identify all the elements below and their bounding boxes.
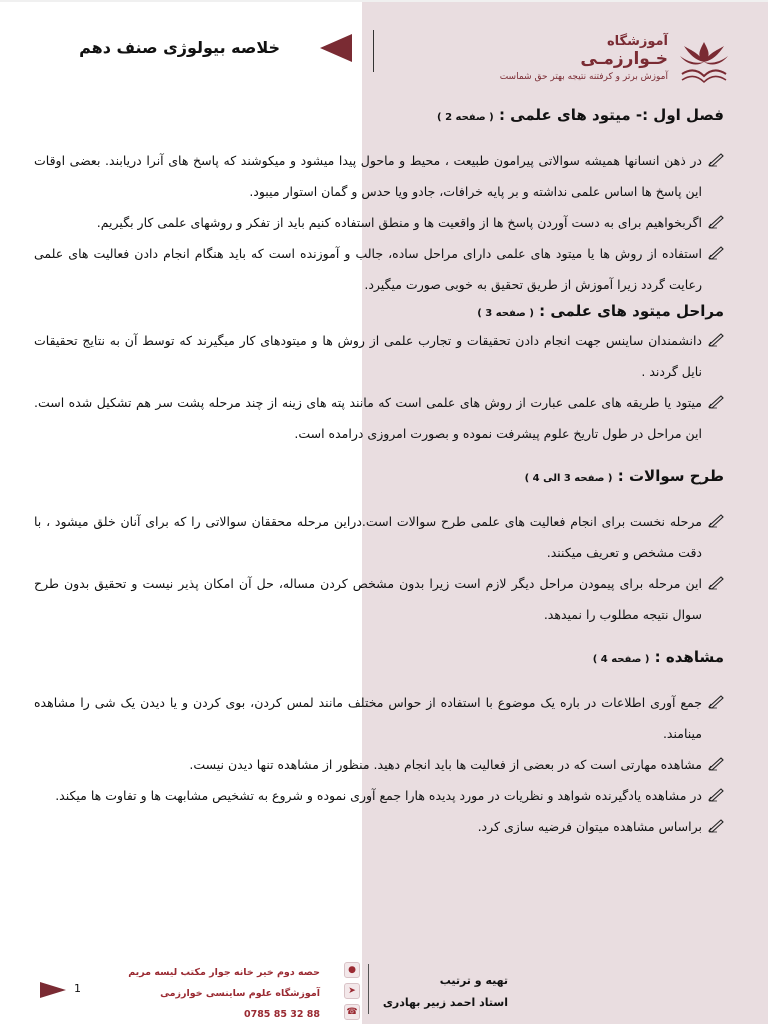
top-rule	[0, 0, 768, 2]
section-heading-text: طرح سوالات :	[617, 467, 724, 485]
bullet-paragraph: این مرحله برای پیمودن مراحل دیگر لازم است زیرا بدون مشخص کردن مساله، حل آن امکان پذیر نیست و تحقیق بدون طرح سوال نتیجه مطلوب را نمیدهد.	[34, 568, 724, 630]
section-heading	[34, 646, 724, 671]
author-name: استاد احمد زبیر بهادری	[382, 996, 508, 1009]
page-reference: ( صفحه 3 الی 4 )	[524, 473, 613, 484]
phone-icon: ☎	[344, 1004, 360, 1020]
header-divider	[373, 30, 374, 72]
document-title: خلاصه بیولوژی صنف دهم	[79, 38, 280, 57]
school-name: خـوارزمـی	[580, 49, 668, 69]
school-slogan: آموزش برتر و کرفتنه نتیجه بهتر حق شماست	[499, 72, 668, 82]
pencil-bullet-icon	[708, 788, 724, 802]
page-reference: ( صفحه 4 )	[592, 654, 650, 665]
section-heading	[34, 465, 724, 490]
footer-divider	[368, 964, 369, 1014]
bullet-paragraph: اگربخواهیم برای به دست آوردن پاسخ ها از واقعیت ها و منطق استفاده کنیم باید از تفکر و روشهای علمی کار بگیریم.	[34, 207, 724, 238]
document-body	[34, 104, 724, 842]
pencil-bullet-icon	[708, 514, 724, 528]
bullet-paragraph: دانشمندان ساینس جهت انجام دادن تحقیقات و تجارب علمی از روش ها و میتودهای کار میگیرند که توسط آن به نتایج تحقیقات نایل گردند .	[34, 325, 724, 387]
bullet-paragraph: جمع آوری اطلاعات در باره یک موضوع با استفاده از حواس مختلف مانند لمس کردن، بوی کردن و یا دیدن یک شی را مشاهده مینامند.	[34, 687, 724, 749]
pencil-bullet-icon	[708, 819, 724, 833]
footer-contact	[110, 962, 320, 1024]
bullet-paragraph: در مشاهده یادگیرنده شواهد و نظریات در مورد پدیده هارا جمع آوری نموده و شروع به تشخیص مشابهت ها و تفاوت ها میکند.	[34, 780, 724, 811]
page-reference: ( صفحه 3 )	[477, 308, 534, 319]
bullet-paragraph: میتود یا طریقه های علمی عبارت از روش های علمی است که مانند پته های زینه از چند مرحله پشت سر هم تشکیل شده است. این مراحل در طول تاریخ علوم پیشرفت نموده و بصورت امروزی درامده است.	[34, 387, 724, 449]
school-name-top: آموزشگاه	[606, 34, 668, 49]
footer-phone: 0785 85 32 88	[243, 1009, 320, 1020]
prepared-by	[378, 970, 508, 1014]
section-heading-text: مراحل میتود های علمی :	[539, 302, 724, 320]
bullet-paragraph: استفاده از روش ها یا میتود های علمی دارای مراحل ساده، جالب و آموزنده است که باید هنگام انجام دادن فعالیت های علمی رعایت گردد زیرا آموزش از طریق تحقیق به خوبی صورت میگیرد.	[34, 238, 724, 300]
location-icon: ●	[344, 962, 360, 978]
bullet-paragraph: در ذهن انسانها همیشه سوالاتی پیرامون طبیعت ، محیط و ماحول پیدا میشود و میکوشند که پاسخ های آنرا دریابند. بعضی اوقات این پاسخ ها اساس علمی نداشته و بر پایه خرافات، جادو ویا حدس و گمان استوار میبود.	[34, 145, 724, 207]
bullet-paragraph: مشاهده مهارتی است که در بعضی از فعالیت ها باید انجام دهید. منظور از مشاهده تنها دیدن نیست.	[34, 749, 724, 780]
title-arrow-icon	[320, 34, 352, 62]
school-logo-icon	[674, 36, 734, 88]
section-heading	[34, 104, 724, 129]
pencil-bullet-icon	[708, 246, 724, 260]
section-heading-text: مشاهده :	[654, 648, 724, 666]
pencil-bullet-icon	[708, 333, 724, 347]
section-heading	[34, 300, 724, 325]
footer-icons	[342, 962, 360, 1024]
prepared-label: تهیه و ترتیب	[439, 974, 508, 987]
pencil-bullet-icon	[708, 153, 724, 167]
school-brand	[488, 34, 668, 82]
bullet-paragraph: مرحله نخست برای انجام فعالیت های علمی طرح سوالات است.دراین مرحله محققان سوالاتی را که برای آنان خلق میشود ، با دقت مشخص و تعریف میکنند.	[34, 506, 724, 568]
bullet-paragraph: براساس مشاهده میتوان فرضیه سازی کرد.	[34, 811, 724, 842]
pencil-bullet-icon	[708, 395, 724, 409]
social-icon: ➤	[344, 983, 360, 999]
pencil-bullet-icon	[708, 576, 724, 590]
section-heading-text: فصل اول :- میتود های علمی :	[498, 106, 724, 124]
footer-address: حصه دوم خیر خانه جوار مکتب لیسه مریم	[128, 967, 320, 978]
pencil-bullet-icon	[708, 215, 724, 229]
page-reference: ( صفحه 2 )	[437, 112, 494, 123]
footer-institute: آموزشگاه علوم ساینسی خوارزمی	[160, 988, 320, 999]
footer-arrow-icon	[40, 982, 66, 998]
pencil-bullet-icon	[708, 695, 724, 709]
page-number: 1	[74, 982, 81, 995]
pencil-bullet-icon	[708, 757, 724, 771]
